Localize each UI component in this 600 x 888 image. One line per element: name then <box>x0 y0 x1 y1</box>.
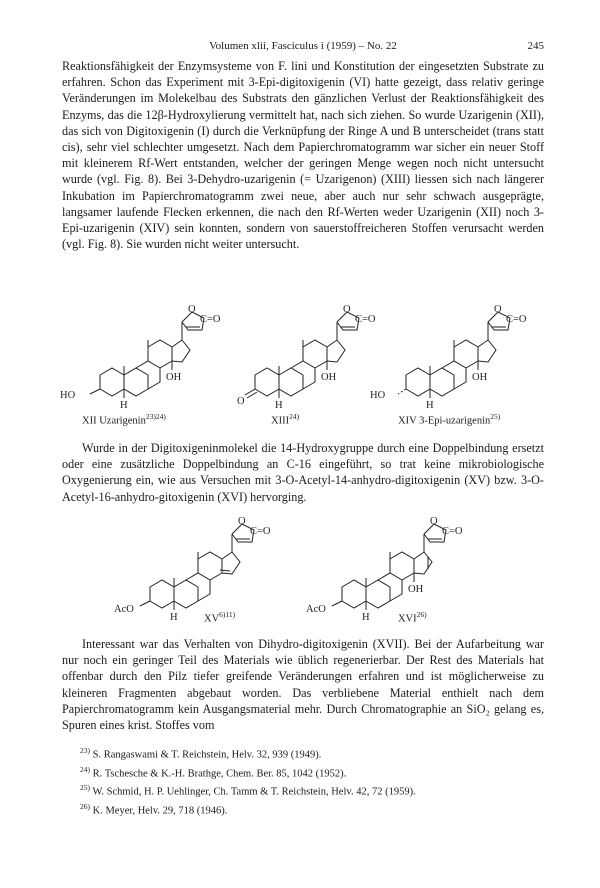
carbonyl-label: C=O <box>506 314 527 325</box>
h5-label: H <box>275 400 283 411</box>
lactone-oxygen-label: O <box>188 304 196 315</box>
lactone-oxygen-label: O <box>430 516 438 527</box>
caption-xiv: XIV 3-Epi-uzarigenin$^{25)}$ <box>398 412 501 427</box>
caption-xv: $XV^{6)11)}$ <box>204 610 236 625</box>
h5-label: H <box>170 612 178 623</box>
page-number: 245 <box>527 40 544 52</box>
caption-xiii: XIII$^{24)}$ <box>271 412 300 427</box>
lactone-oxygen-label: O <box>494 304 502 315</box>
carbonyl-label: C=O <box>442 526 463 537</box>
paragraph-3: Interessant war das Verhalten von Dihydro-digitoxigenin (XVII). Bei der Aufarbeitung war nur noch ein geringer Teil des Materials wie üblich regenerierbar. Der Rest des Materials hat offenbar durch den Pilz tiefer greifende Veränderungen erfahren und ist möglicherweise zu kleineren Fragmenten abgebaut worden. Das verbliebene Material enthielt nach dem Papierchromatogramm kein Ausgangsmaterial mehr. Durch Chromatographie an SiO₂ gelang es, Spuren eines krist. Stoffes vom <box>62 637 544 733</box>
acetoxy-3-label: AcO <box>306 604 326 615</box>
lactone-oxygen-label: O <box>238 516 246 527</box>
h5-label: H <box>426 400 434 411</box>
acetoxy-3-label: AcO <box>114 604 134 615</box>
caption-xvi: XVI$^{26)}$ <box>398 610 427 625</box>
hydroxy-14-label: OH <box>321 372 337 383</box>
structure-xiv-3-epi-uzarigenin <box>366 300 546 415</box>
carbonyl-label: C=O <box>250 526 271 537</box>
hydroxy-3-label: HO <box>60 390 76 401</box>
paragraph-2: Wurde in der Digitoxigeninmolekel die 14-Hydroxygruppe durch eine Doppelbindung ersetzt oder eine zusätzliche Doppelbindung an C-16 eingeführt, so trat keine mikrobiologische Oxygenierung ein, wie aus Versuchen mit 3-O-Acetyl-14-anhydro-digitoxigenin (XV) bzw. 3-O-Acetyl-16-anhydro-gitoxigenin (XVI) hervorging. <box>62 441 544 504</box>
hydroxy-14-label: OH <box>472 372 488 383</box>
journal-issue: Volumen xlii, Fasciculus i (1959) – No. 22 <box>209 40 397 52</box>
h5-label: H <box>120 400 128 411</box>
carbonyl-label: C=O <box>355 314 376 325</box>
footnotes <box>80 744 540 818</box>
hydroxy-14-label: OH <box>166 372 182 383</box>
carbonyl-label: C=O <box>200 314 221 325</box>
h5-label: H <box>362 612 370 623</box>
caption-xii: XII Uzarigenin$^{23)24)}$ <box>82 412 166 427</box>
structure-xii-uzarigenin <box>60 300 220 415</box>
oxo-3-label: O <box>237 396 245 407</box>
structure-xiii-uzarigenon <box>215 300 375 415</box>
footnote-26: $^{26)}$ K. Meyer, Helv. 29, 718 (1946). <box>80 801 228 816</box>
footnote-24: $^{24)}$ R. Tschesche & K.-H. Brathge, Chem. Ber. 85, 1042 (1952). <box>80 764 347 779</box>
lactone-oxygen-label: O <box>343 304 351 315</box>
footnote-23: $^{23)}$ S. Rangaswami & T. Reichstein, Helv. 32, 939 (1949). <box>80 746 322 761</box>
hydroxy-3-label: HO <box>370 390 386 401</box>
paragraph-1: Reaktionsfähigkeit der Enzymsysteme von F. lini und Konstitution der eingesetzten Substrate zu erfahren. Schon das Experiment mit 3-Epi-digitoxigenin (VI) hatte gezeigt, dass relativ geringe Veränderungen im Molekelbau des Substrats den gänzlichen Verlust der Reaktionsfähigkeit des Enzyms, das die 12β-Hydroxylierung vermittelt hat, nach sich ziehen. So wurde Uzarigenin (XII), das sich von Digitoxigenin (I) durch die Verknüpfung der Ringe A und B unterscheidet (trans statt cis), sehr viel schlechter umgesetzt. Nach dem Papierchromatogramm war sicher ein neuer Stoff mit kleinerem Rf-Wert entstanden, welcher der geringen Menge wegen noch nicht untersucht wurde (vgl. Fig. 8). Bei 3-Dehydro-uzarigenin (= Uzarigenon) (XIII) liessen sich nach längerer Inkubation im Papierchromatogramm zwei neue, aber auch nur sehr schwach ausgeprägte, langsamer laufende Flecken erkennen, die nach den Rf-Werten weder Uzarigenin (XII) noch 3-Epi-uzarigenin (XIV) sein konnten, sondern von sauerstoffreicheren Stoffen verursacht werden (vgl. Fig. 8). Sie wurden nicht weiter untersucht. <box>62 59 544 252</box>
footnote-25: $^{25)}$ W. Schmid, H. P. Uehlinger, Ch. Tamm & T. Reichstein, Helv. 42, 72 (1959). <box>80 783 416 798</box>
hydroxy-14-label: OH <box>408 584 424 595</box>
